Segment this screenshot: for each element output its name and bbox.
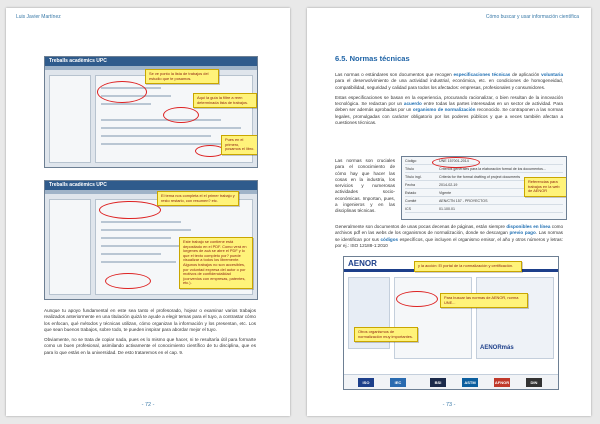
callout-note: Para buscar las normas de AENOR, norma UNE... [440,293,528,308]
form-row: Comité AEN/CTN 157 - PROYECTOS [405,199,563,205]
astm-logo: ASTM [462,378,478,387]
screenshot-figure-1 [44,56,258,168]
right-body-text-top [335,72,563,130]
highlight-ellipse [99,201,161,219]
callout-note: Se ve ponto la lista de trabajos del estudio que te posamos. [145,69,219,84]
callout-note: Referencias para trabajos en la web de AENOR [524,177,567,197]
left-page [6,8,290,416]
running-head-right: Cómo buscar y usar información científica [485,14,579,20]
callout-note: Aquí la guía la filtre a reen determinada lista de trabajos. [193,93,257,108]
paragraph: Las normas o estándares son documentos que recogen especificaciones técnicas de aplicación voluntaria para el desenvolvimiento de una actividad industrial, económica, etc. en condiciones de homogeneidad, compatibilidad, seguridad y calidad para todos los afectados: empresas, profesionales y consumidores. [335,72,564,90]
page-number-right: - 73 - [442,402,456,408]
afnor-logo: AFNOR [494,380,510,385]
page-number-left: - 72 - [141,402,155,408]
aenor-website-screenshot [343,256,559,390]
paragraph: Estas especificaciones se basan en la experiencia, procurando racionalizar, o bien resultan de la innovación tecnológica. Se redactan por un acuerdo entre todas las partes interesadas en un sector de actividad. Para deben ser además aprobadas por un organismo de normalización reconocido. Se contraponen a las normas legales, promulgadas con carácter obligatorio por los poderes públicos y que a veces también afectan a cuestiones técnicas. [335,94,563,126]
highlight-ellipse [105,273,151,289]
right-body-text-side [335,158,395,219]
aenor-brand: AENORmás [480,345,514,351]
figure-2-titlebar: Treballs acadèmics UPC [45,181,257,190]
aenor-logo: AENOR [348,259,377,268]
callout-note: Otros organismos de normalización muy importantes. [354,327,418,342]
norm-record-screenshot [401,156,567,220]
form-row: Estado Vigente [405,191,563,197]
paragraph: Obviamente, no se trata de copiar nada, pues es lo mismo que hacer, ni te resultaría útil para formarte como un buen profesional, asimilando activamente el conocimiento científico de tu disciplina, que es para lo que estás en la universidad. De esto trataremos en el cap. 9. [44,337,256,355]
form-row: Título ingl. Criteria for the formal drafting of project documents [405,175,563,181]
callout-note: El tema nos completa el el primer trabajo y resto restarlo, con resumen? etc. [157,191,239,206]
din-logo: DIN [526,378,542,387]
paragraph: Generalmente son documentos de unas pocas decenas de páginas, están siempre disponibles en línea como archivos pdf en las webs de los organismos de normalización, donde se descargan previo pago. Las normas se identifican por sus códigos específicos, que incluyen el organismo emisor, el año y otros números y letras: por ej.: ISO 12188-1:2010 [335,224,564,248]
callout-note: Este trabajo se contiene está depositado en el PDF. Como verá en lorgenes de acá se abre el PDF y lo que el texto completo por? puede visualizar a todos los libremente. Algunos trabajos no son accesibles, por voluntad expresa del autor o por motivos de confidencialidad (convenios con empresas, patentes, etc.). [179,237,253,289]
section-title: 6.5. Normas técnicas [335,54,410,63]
right-body-text-mid [335,224,563,253]
running-head-left: Luis Javier Martínez [16,14,61,20]
form-row: Fecha 2014-02-19 [405,183,563,189]
left-body-text [44,308,256,360]
iso-logo: ISO [358,378,374,387]
bsi-logo: BSI [430,378,446,387]
paragraph: Las normas son cruciales para el conocimiento de cómo hay que hacer las cosas en la industria, los servicios y numerosas actividades socio-económicas. Importan, pues, a ingenieros y en las disciplinas técnicas. [335,158,395,214]
figure-1-titlebar: Treballs acadèmics UPC [45,57,257,66]
organization-logos [344,374,558,389]
form-row: ICS 01.100.01 [405,207,563,213]
callout-note: y la acción: El portal de la normalización y certificación. [414,261,522,272]
screenshot-figure-2 [44,180,258,300]
highlight-ellipse [432,157,480,168]
highlight-ellipse [396,291,438,307]
iec-logo: IEC [390,378,406,387]
highlight-ellipse [163,107,199,123]
form-row: Código UNE 157001-2014 [405,159,563,165]
right-page [307,8,591,416]
callout-note: Pues en el primero, posamos el libro. [221,135,258,155]
paragraph: Aunque tu apoyo fundamental en este sea tanto el profesorado, hojear o examinar varios trabajos realizados anteriormente en una titulación quizá te ayude a elegir temas para el tuyo, a contrastar cómo los enfocan, qué métodos y técnicas utilizan, cómo organizan la información y los presentan, etc. Los que sean buenos trabajos, sobre todo, te pueden inspirar para abordar mejor el tuyo. [44,308,256,332]
highlight-ellipse [97,81,147,103]
form-row: Título Criterios generales para la elaboración formal de los documentos... [405,167,563,173]
